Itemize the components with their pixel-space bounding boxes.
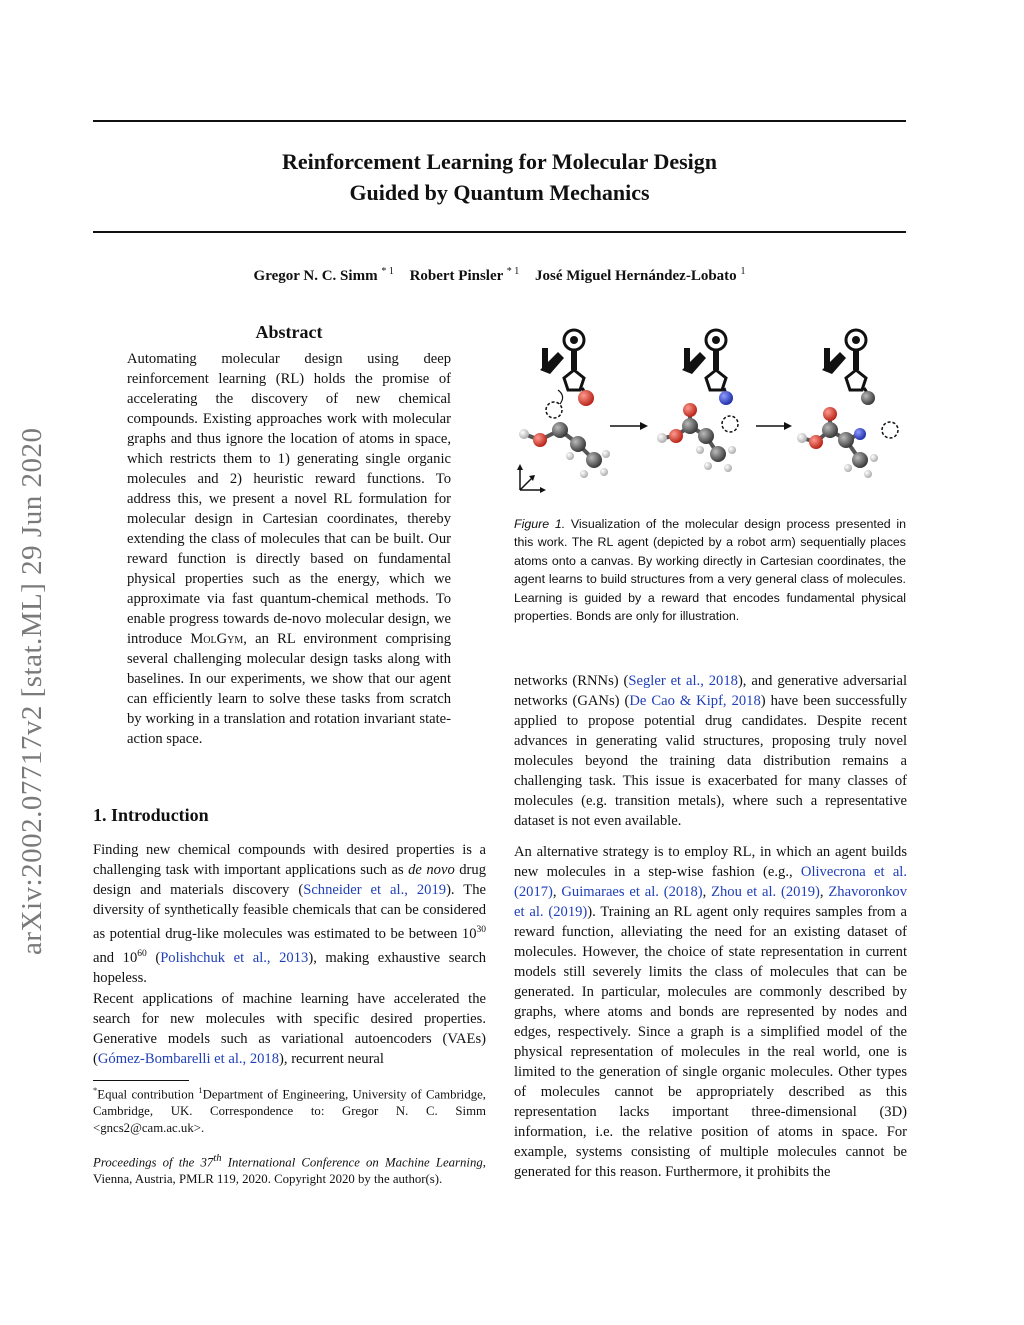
atom-nitrogen-held [719,391,733,405]
cite-segler-link[interactable]: Segler et al., 2018 [628,673,738,689]
intro-p1-a: Finding new chemical compounds with desired properties is a challenging task with important applications such as [93,842,486,878]
robot-arm-2 [682,330,726,394]
target-marker-1 [546,402,562,418]
molecule-1 [519,422,610,478]
target-marker-3 [882,422,898,438]
molecule-2 [657,403,736,472]
paper-title [93,146,906,208]
arxiv-stamp: arXiv:2002.07717v2 [stat.ML] 29 Jun 2020 [16,427,48,955]
atom-oxygen-held [578,390,594,406]
author-2-name: Robert Pinsler [409,268,504,284]
intro-p2-a: Recent applications of machine learning have accelerated the search for new molecules with specific desired properties. Generative models such as variational autoencoders (VAEs) ( [93,991,486,1067]
abstract-text [127,349,451,749]
target-marker-2 [722,416,738,432]
exponent-60: 60 [137,948,147,959]
abstract-part-b: , an RL environment comprising several challenging molecular design tasks along with baselines. In our experiments, we show that our agent can efficiently learn to solve these tasks from scratch by working in a translation and rotation invariant state-action space. [127,631,451,747]
intro-p1-d: and 10 [93,949,138,966]
cite-zhou-link[interactable]: Zhou et al. (2019) [711,884,820,900]
r2-sep3: , [819,884,829,900]
section-heading-introduction: 1. Introduction [93,805,209,825]
robot-arm-3 [822,330,868,394]
footnote [93,1082,486,1137]
intro-p1-b: drug design and materials discovery ( [93,862,487,898]
figure-label: Figure 1. [514,517,566,531]
r1-a: networks (RNNs) ( [514,673,629,689]
intro-paragraph-2 [93,989,486,1069]
r2-sep1: , [552,884,562,900]
figure-1-caption [514,515,906,625]
footnote-star: * [93,1085,98,1095]
robot-arm-1 [540,330,586,394]
axes-icon [517,464,546,493]
atom-carbon-held [861,391,875,405]
cite-olivecrona-link[interactable]: Olivecrona et al. (2017) [514,864,908,900]
cite-polishchuk-link[interactable]: Polishchuk et al., 2013 [160,949,309,966]
right-paragraph-1 [514,671,907,831]
author-1 [254,268,394,284]
proc-c: , Vienna, Austria, PMLR 119, 2020. Copyright 2020 by the author(s). [93,1155,486,1187]
intro-p1-e: ( [146,949,161,966]
intro-p2-b: ), recurrent neural [279,1051,384,1067]
author-3-name: José Miguel Hernández-Lobato [535,268,737,284]
title-rule-top [93,120,906,122]
proc-a: Proceedings of the [93,1155,201,1170]
intro-p1-c: ). The diversity of synthetically feasible chemicals that can be considered as potential drug-like molecules was estimated to be between 10 [93,882,486,942]
footnote-rule [93,1080,189,1081]
title-line-1: Reinforcement Learning for Molecular Design [281,149,718,174]
footnote-dept: Department of Engineering, University of Cambridge, Cambridge, UK. Correspondence to: Gregor N. C. Simm <gncs2@cam.ac.uk>. [93,1087,487,1136]
intro-p1-em: de novo [408,862,455,878]
author-3-affil: 1 [740,266,746,277]
r2-sep2: , [702,884,712,900]
cite-schneider-link[interactable]: Schneider et al., 2019 [303,882,447,898]
author-1-name: Gregor N. C. Simm [253,268,378,284]
cite-guimaraes-link[interactable]: Guimaraes et al. (2018) [561,884,703,900]
proc-b: International Conference on Machine Learning [221,1155,483,1170]
molgym-name: MolGym [190,631,244,647]
abstract-heading: Abstract [255,322,323,342]
author-2-affil: * 1 [506,266,520,277]
figure-caption-text: Visualization of the molecular design process presented in this work. The RL agent (depicted by a robot arm) sequentially places atoms onto a canvas. By working directly in Cartesian coordinates, the agent learns to build structures from a very general class of molecules. Learning is guided by a reward that encodes fundamental physical properties. Bonds are only for illustration. [514,517,906,624]
author-2 [410,268,520,284]
footnote-equal: Equal contribution [97,1087,199,1102]
author-list [93,266,906,285]
intro-paragraph-1 [93,840,486,988]
r2-a: An alternative strategy is to employ RL, in which an agent builds new molecules in a step-wise fashion (e.g., [514,844,907,880]
arrow-drop-1 [558,390,563,404]
abstract-part-a: Automating molecular design using deep reinforcement learning (RL) holds the promise of accelerating the discovery of new chemical compounds. Existing approaches work with molecular graphs and thus ignore the location of atoms in space, which restricts them to 1) generating single organic molecules and 2) heuristic reward functions. To address this, we present a novel RL formulation for molecular design in Cartesian coordinates, thereby extending the class of molecules that can be built. Our reward function is directly based on fundamental physical properties such as the energy, which we approximate via fast quantum-chemical methods. To enable progress towards de-novo molecular design, we introduce [127,351,451,647]
cite-decao-link[interactable]: De Cao & Kipf, 2018 [629,693,761,709]
cite-zhavoronkov-link[interactable]: Zhavoronkov et al. (2019) [514,884,908,920]
r2-b: ). Training an RL agent only requires samples from a reward function, alleviating the need for an existing dataset of molecules. However, the choice of state representation in current models still severely limits the class of molecules that can be generated. In particular, molecules are commonly described by graphs, where atoms and bonds are represented by nodes and edges, respectively. Since a graph is a simplified model of the physical representation of molecules in the real world, one is limited to the generation of single organic molecules. Other types of molecules cannot be appropriately described as this representation lacks important three-dimensional (3D) information, i.e. the relative position of atoms in space. For example, systems consisting of multiple molecules cannot be generated for this reason. Furthermore, it prohibits the [514,904,907,1180]
title-rule-bottom [93,231,906,233]
molecule-3 [797,407,878,478]
proceedings-note [93,1150,486,1188]
title-line-2: Guided by Quantum Mechanics [349,180,650,205]
author-3 [535,268,745,284]
proc-num: 37 [200,1155,214,1170]
figure-1-illustration [512,318,908,508]
r1-b: ), and generative adversarial networks (GANs) ( [514,673,908,709]
footnote-one: 1 [198,1085,203,1095]
exponent-30: 30 [476,925,486,935]
right-paragraph-2 [514,842,907,1182]
author-1-affil: * 1 [381,266,394,277]
cite-gomez-link[interactable]: Gómez-Bombarelli et al., 2018 [97,1051,280,1067]
intro-p1-f: ), making exhaustive search hopeless. [93,949,486,986]
proc-th: th [213,1153,222,1164]
r1-c: ) have been successfully applied to propose potential drug candidates. Despite recent advances in generating valid structures, proposing truly novel molecules beyond the training data distribution remains a challenging task. This issue is exacerbated for many classes of molecules (e.g. transition metals), where such a representative dataset is not even available. [514,693,908,829]
